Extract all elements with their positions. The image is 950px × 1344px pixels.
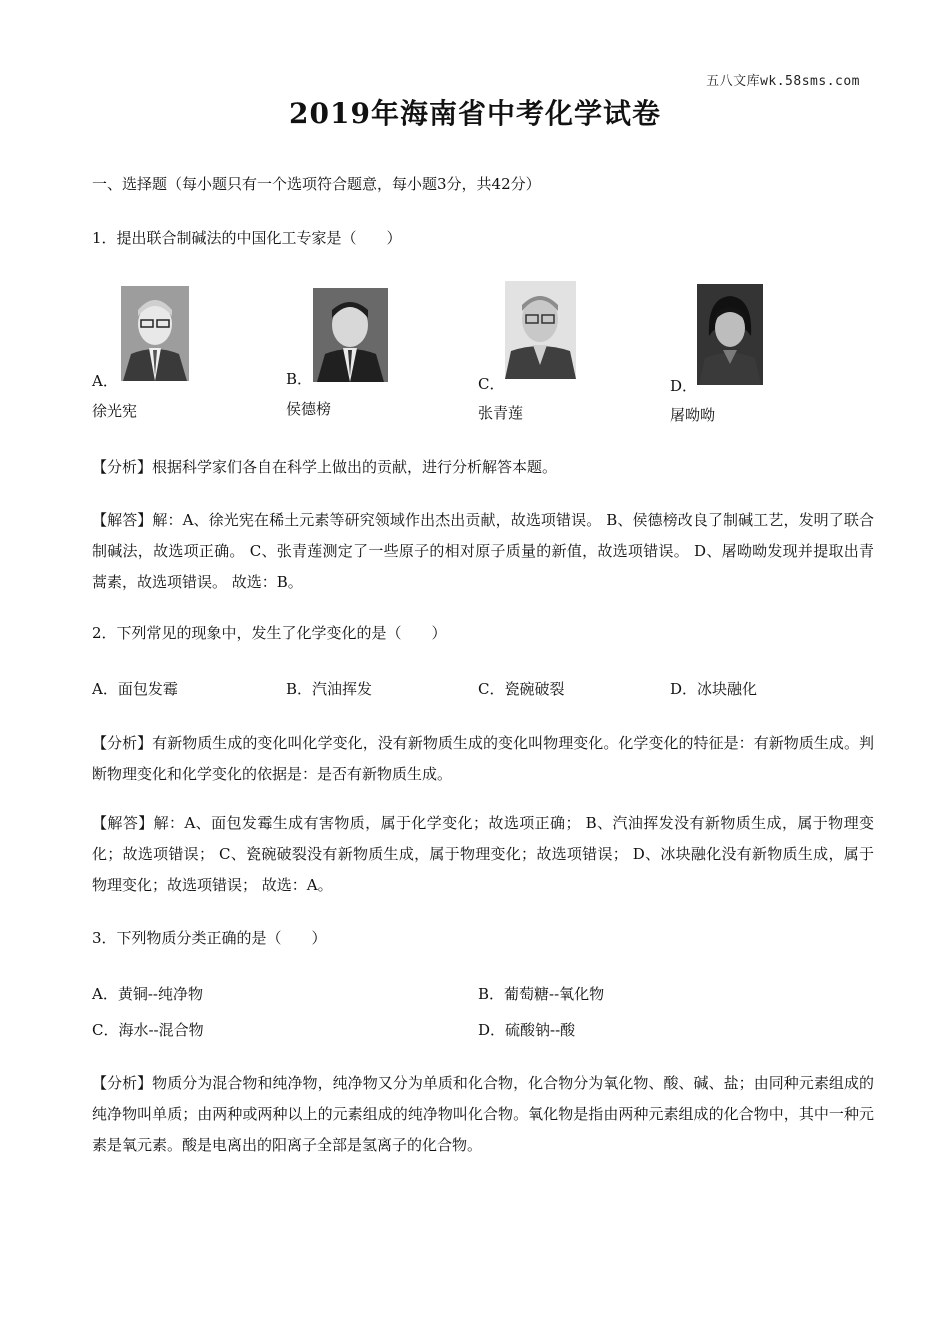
q1-option-b-photo <box>313 288 388 382</box>
q1-option-b-letter: B． <box>286 370 313 388</box>
q3-option-c: C．海水--混合物 <box>92 1021 204 1039</box>
q1-option-d-photo <box>697 284 763 385</box>
q1-option-a-photo <box>121 286 189 381</box>
q3-option-b: B．葡萄糖--氧化物 <box>478 985 605 1003</box>
question-2-stem: 2．下列常见的现象中，发生了化学变化的是（ ） <box>92 624 447 642</box>
page-title: 2019年海南省中考化学试卷 <box>289 97 661 130</box>
q2-option-a: A．面包发霉 <box>92 680 178 698</box>
q2-option-b: B．汽油挥发 <box>286 680 373 698</box>
q3-analysis: 【分析】物质分为混合物和纯净物，纯净物又分为单质和化合物，化合物分为氧化物、酸、碱、盐；由同种元素组成的纯净物叫单质；由两种或两种以上的元素组成的纯净物叫化合物。氧化物是指由两种元素组成的化合物中，其中一种元素是氧元素。酸是电离出的阳离子全部是氢离子的化合物。 <box>92 1074 874 1154</box>
q3-option-a: A．黄铜--纯净物 <box>92 985 203 1003</box>
q2-analysis: 【分析】有新物质生成的变化叫化学变化，没有新物质生成的变化叫物理变化。化学变化的特征是：有新物质生成。判断物理变化和化学变化的依据是：是否有新物质生成。 <box>92 734 874 783</box>
watermark: 五八文库wk.58sms.com <box>706 74 860 89</box>
question-3-stem: 3．下列物质分类正确的是（ ） <box>92 929 327 947</box>
q2-answer: 【解答】解：A、面包发霉生成有害物质，属于化学变化；故选项正确； B、汽油挥发没有新物质生成，属于物理变化；故选项错误； C、瓷碗破裂没有新物质生成，属于物理变化；故选项错误； D、冰块融化没有新物质生成，属于物理变化；故选项错误； 故选：A。 <box>92 814 874 894</box>
question-1-stem: 1．提出联合制碱法的中国化工专家是（ ） <box>92 229 402 247</box>
q1-option-d-name: 屠呦呦 <box>670 406 716 424</box>
section-heading: 一、选择题（每小题只有一个选项符合题意，每小题3分，共42分） <box>92 175 541 193</box>
q2-option-c: C．瓷碗破裂 <box>478 680 565 698</box>
q2-option-d: D．冰块融化 <box>670 680 758 698</box>
q3-option-d: D．硫酸钠--酸 <box>478 1021 576 1039</box>
q1-option-c-photo <box>505 281 576 379</box>
q1-option-c-letter: C． <box>478 375 505 393</box>
q1-option-c-name: 张青莲 <box>478 404 524 422</box>
q1-option-d-letter: D． <box>670 377 698 395</box>
q1-option-a-name: 徐光宪 <box>92 402 138 420</box>
q1-option-b-name: 侯德榜 <box>286 400 332 418</box>
q1-answer: 【解答】解：A、徐光宪在稀土元素等研究领域作出杰出贡献，故选项错误。 B、侯德榜改良了制碱工艺，发明了联合制碱法，故选项正确。 C、张青莲测定了一些原子的相对原子质量的新值，故选项错误。 D、屠呦呦发现并提取出青蒿素，故选项错误。 故选：B。 <box>92 511 874 591</box>
q1-option-a-letter: A． <box>92 372 118 390</box>
q1-analysis: 【分析】根据科学家们各自在科学上做出的贡献，进行分析解答本题。 <box>92 458 558 476</box>
